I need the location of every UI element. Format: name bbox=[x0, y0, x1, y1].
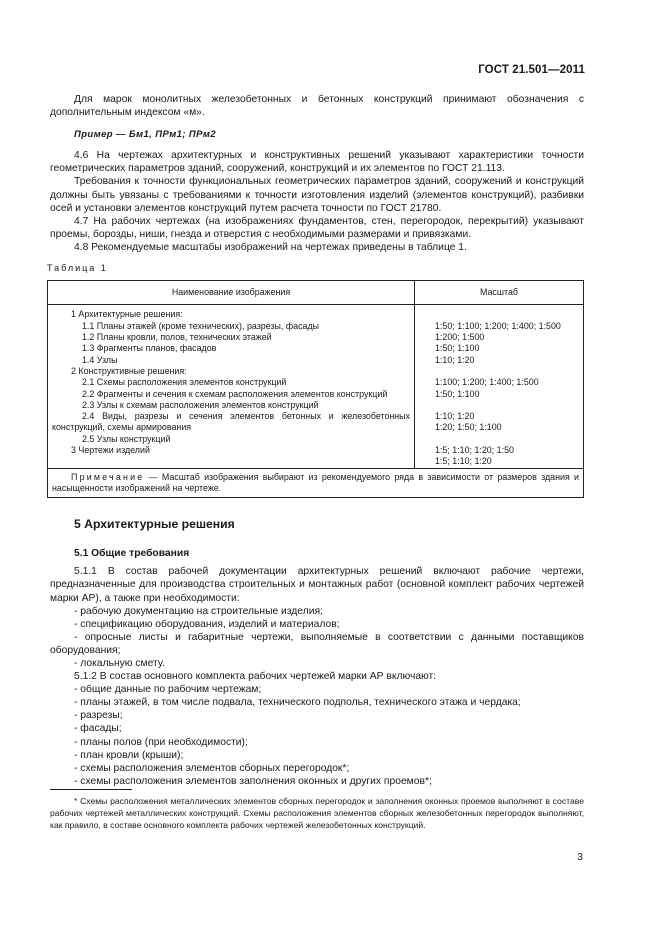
table-row: 2 Конструктивные решения: bbox=[71, 365, 187, 376]
scale-value: 1:50; 1:100 bbox=[435, 343, 480, 354]
header-scale: Масштаб bbox=[415, 281, 584, 305]
list-item: - рабочую документацию на строительные изделия; bbox=[74, 605, 323, 617]
footnote-divider bbox=[50, 789, 132, 790]
table-row: 2.1 Схемы расположения элементов конструкций bbox=[82, 377, 287, 388]
table-row: 2.5 Узлы конструкций bbox=[82, 433, 171, 444]
table-row: 1.4 Узлы bbox=[82, 354, 118, 365]
table-row: 2.2 Фрагменты и сечения к схемам расположения элементов конструкций bbox=[82, 388, 388, 399]
list-item: - планы полов (при необходимости); bbox=[74, 736, 248, 748]
list-item: - опросные листы и габаритные чертежи, выполняемые в соответствии с данными поставщиков оборудования; bbox=[50, 631, 584, 656]
table-row: 1.2 Планы кровли, полов, технических этажей bbox=[82, 332, 272, 343]
table-row: 3 Чертежи изделий bbox=[71, 444, 150, 455]
list-item: - схемы расположения элементов сборных перегородок*; bbox=[74, 762, 350, 774]
paragraph-4-6-cont: Требования к точности функциональных геометрических параметров зданий, сооружений и конструкций должны быть увязаны с требованиями к точности изготовления изделий (элементов конструкций), разбивки осей и установки элементов конструкций путем расчета точности по ГОСТ 21780. bbox=[50, 176, 584, 214]
scale-value: 1:5; 1:10; 1:20; 1:50 bbox=[435, 444, 514, 455]
document-code: ГОСТ 21.501—2011 bbox=[478, 64, 585, 76]
section-5-title: 5 Архитектурные решения bbox=[74, 517, 235, 532]
note-label: Примечание bbox=[71, 471, 145, 482]
scale-cell bbox=[415, 305, 584, 468]
scale-value: 1:50; 1:100 bbox=[435, 388, 480, 399]
table-row: 1.3 Фрагменты планов, фасадов bbox=[82, 343, 217, 354]
scale-value: 1:200; 1:500 bbox=[435, 332, 485, 343]
scale-value: 1:10; 1:20 bbox=[435, 354, 475, 365]
table-row: 1.1 Планы этажей (кроме технических), разрезы, фасады bbox=[82, 320, 320, 331]
list-item: - разрезы; bbox=[74, 710, 123, 722]
example-line: Пример — Бм1, ПРм1; ПРм2 bbox=[74, 129, 217, 141]
footnote bbox=[50, 795, 584, 831]
paragraph-4-8: 4.8 Рекомендуемые масштабы изображений на чертежах приведены в таблице 1. bbox=[74, 241, 467, 253]
table-note bbox=[48, 468, 584, 498]
subsection-5-1-title: 5.1 Общие требования bbox=[74, 548, 190, 560]
image-name-cell bbox=[48, 305, 415, 468]
list-item: - планы этажей, в том числе подвала, технического подполья, технического этажа и чердака; bbox=[74, 697, 521, 709]
list-item: - общие данные по рабочим чертежам; bbox=[74, 684, 262, 696]
list-item: - план кровли (крыши); bbox=[74, 749, 184, 761]
table-caption: Таблица 1 bbox=[47, 263, 108, 274]
page-number: 3 bbox=[577, 852, 583, 863]
list-item: - спецификацию оборудования, изделий и материалов; bbox=[74, 618, 340, 630]
table-body-row bbox=[48, 305, 584, 468]
intro-paragraph: Для марок монолитных железобетонных и бетонных конструкций принимают обозначения с дополнительным индексом «м». bbox=[50, 94, 584, 119]
scale-table bbox=[47, 280, 584, 498]
table-row: 1 Архитектурные решения: bbox=[71, 309, 183, 320]
list-item: - фасады; bbox=[74, 723, 122, 735]
scale-value: 1:100; 1:200; 1:400; 1:500 bbox=[435, 377, 539, 388]
table-note-row bbox=[48, 468, 584, 498]
main-text bbox=[47, 93, 584, 788]
scale-value: 1:50; 1:100; 1:200; 1:400; 1:500 bbox=[435, 320, 561, 331]
footnote-text: * Схемы расположения металлических элементов сборных перегородок и заполнения оконных проемов выполняют в составе рабочих чертежей металлических конструкций. Схемы расположения элементов сборных железобетонных перегородок выполняют, как правило, в составе основного комплекта рабочих чертежей железобетонных конструкций. bbox=[50, 796, 584, 831]
note-text: — Масштаб изображения выбирают из рекомендуемого ряда в зависимости от размеров здания и насыщенности изображений на чертеже. bbox=[52, 471, 579, 493]
list-item: - схемы расположения элементов заполнения оконных и других проемов*; bbox=[74, 775, 432, 787]
paragraph-4-7: 4.7 На рабочих чертежах (на изображениях фундаментов, стен, перегородок, перекрытий) указывают проемы, борозды, ниши, гнезда и отверстия с необходимыми размерами и привязками. bbox=[50, 215, 584, 240]
scale-value: 1:5; 1:10; 1:20 bbox=[435, 456, 492, 467]
scale-value: 1:20; 1:50; 1:100 bbox=[435, 422, 502, 433]
table-row: 2.4 Виды, разрезы и сечения элементов бетонных и железобетонных конструкций, схемы армирования bbox=[52, 411, 410, 433]
paragraph-5-1-2: 5.1.2 В состав основного комплекта рабочих чертежей марки АР включают: bbox=[74, 671, 437, 683]
table-row: 2.3 Узлы к схемам расположения элементов конструкций bbox=[82, 399, 319, 410]
table-header-row bbox=[48, 281, 584, 305]
header-image-name: Наименование изображения bbox=[48, 281, 415, 305]
list-item: - локальную смету. bbox=[74, 658, 165, 670]
scale-value: 1:10; 1:20 bbox=[435, 411, 475, 422]
paragraph-4-6: 4.6 На чертежах архитектурных и конструктивных решений указывают характеристики точности геометрических параметров зданий, сооружений, конструкций и их элементов по ГОСТ 21.113. bbox=[50, 150, 584, 175]
paragraph-5-1-1: 5.1.1 В состав рабочей документации архитектурных решений включают рабочие чертежи, предназначенные для производства строительных и монтажных работ (основной комплект рабочих чертежей марки АР), а также при необходимости: bbox=[50, 566, 584, 604]
